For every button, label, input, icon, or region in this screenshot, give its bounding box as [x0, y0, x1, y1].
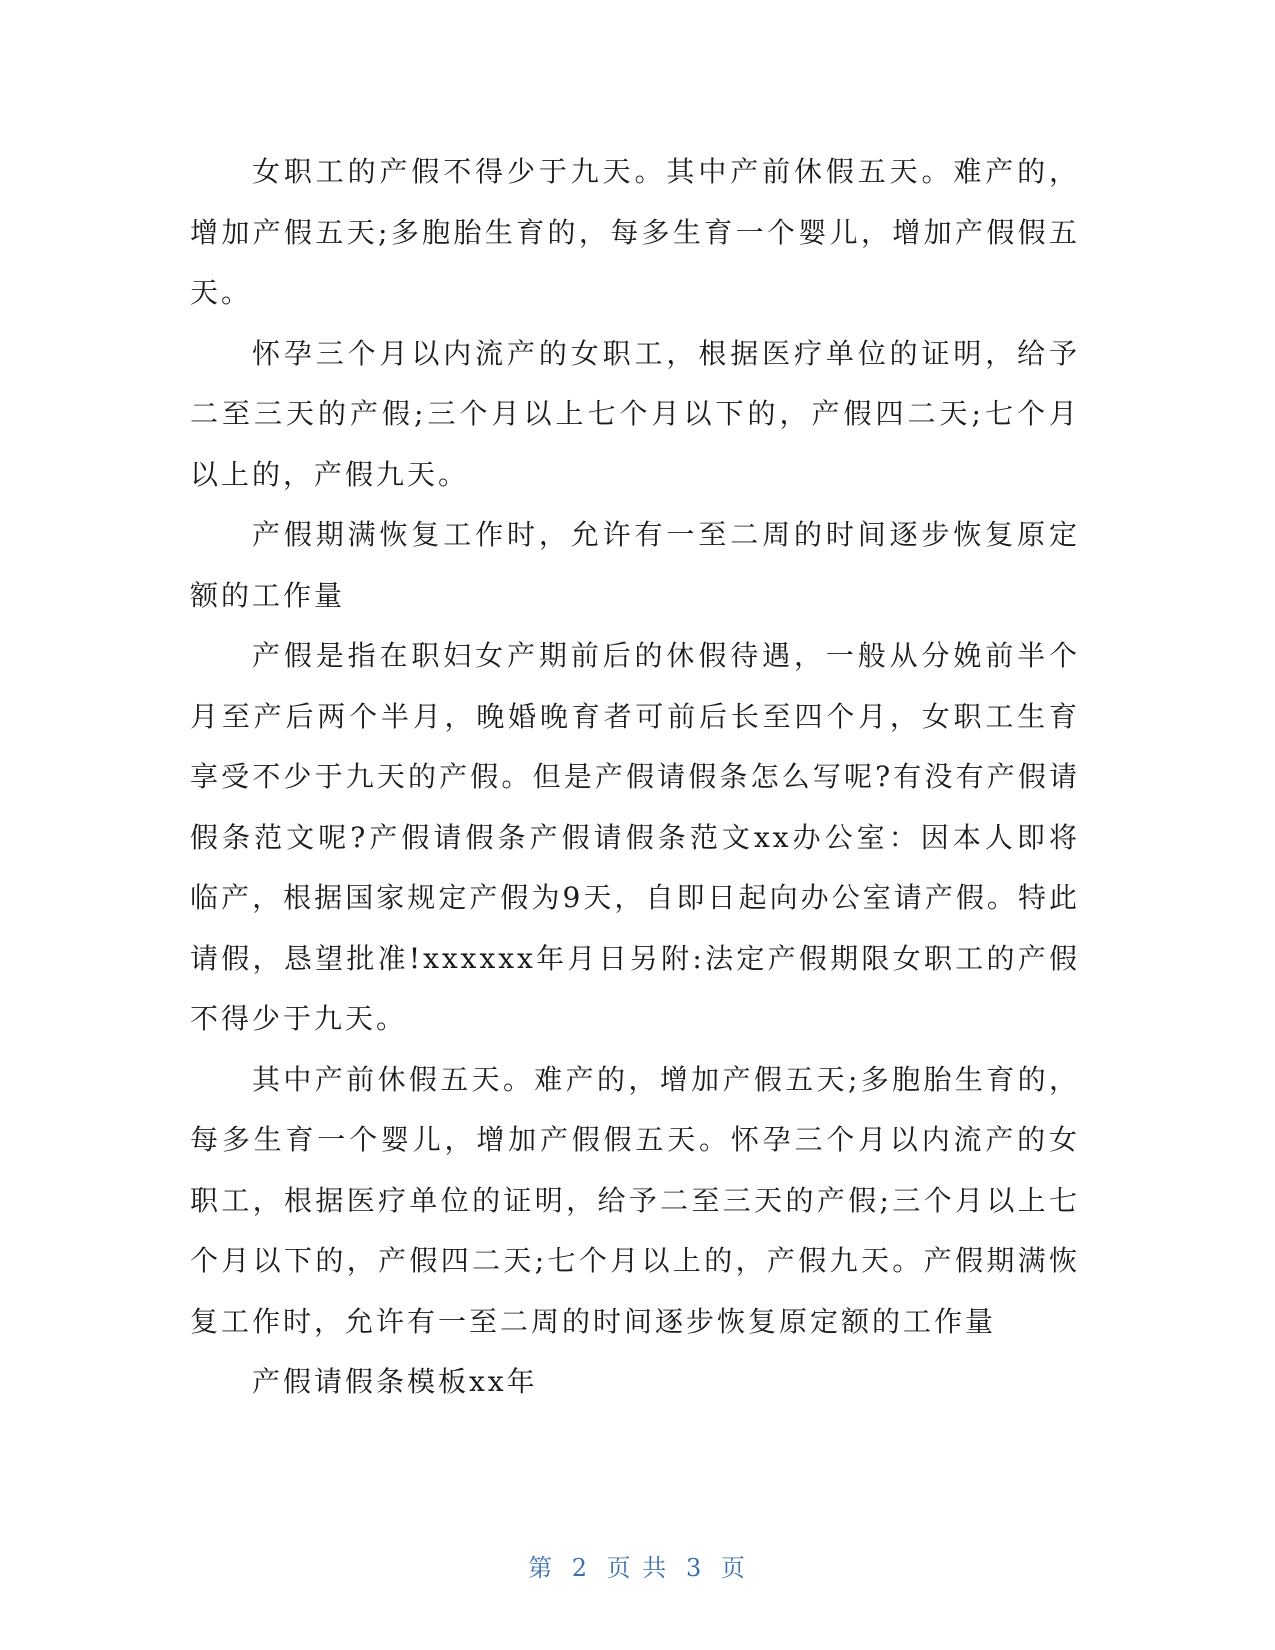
footer-middle: 页 共 — [606, 1554, 669, 1582]
footer-suffix: 页 — [720, 1554, 747, 1582]
page-footer — [0, 1548, 1275, 1583]
footer-page-number: 2 — [571, 1554, 590, 1582]
paragraph: 女职工的产假不得少于九天。其中产前休假五天。难产的，增加产假五天;多胞胎生育的，每多生育一个婴儿，增加产假假五天。 — [190, 155, 1080, 309]
paragraph: 产假请假条模板xx年 — [252, 1365, 538, 1398]
paragraph: 产假期满恢复工作时，允许有一至二周的时间逐步恢复原定额的工作量 — [190, 518, 1080, 612]
paragraph: 怀孕三个月以内流产的女职工，根据医疗单位的证明，给予二至三天的产假;三个月以上七个月以下的，产假四二天;七个月以上的，产假九天。 — [190, 336, 1080, 491]
footer-prefix: 第 — [528, 1554, 555, 1582]
paragraph: 其中产前休假五天。难产的，增加产假五天;多胞胎生育的，每多生育一个婴儿，增加产假假五天。怀孕三个月以内流产的女职工，根据医疗单位的证明，给予二至三天的产假;三个月以上七个月以下的，产假四二天;七个月以上的，产假九天。产假期满恢复工作时，允许有一至二周的时间逐步恢复原定额的工作量 — [190, 1062, 1080, 1338]
document-body — [190, 142, 1080, 1413]
footer-total-pages: 3 — [685, 1554, 704, 1582]
paragraph: 产假是指在职妇女产期前后的休假待遇，一般从分娩前半个月至产后两个半月，晚婚晚育者可前后长至四个月，女职工生育享受不少于九天的产假。但是产假请假条怎么写呢?有没有产假请假条范文呢?产假请假条产假请假条范文xx办公室：因本人即将临产，根据国家规定产假为9天，自即日起向办公室请产假。特此请假，恳望批准!xxxxxx年月日另附:法定产假期限女职工的产假不得少于九天。 — [190, 639, 1080, 1035]
